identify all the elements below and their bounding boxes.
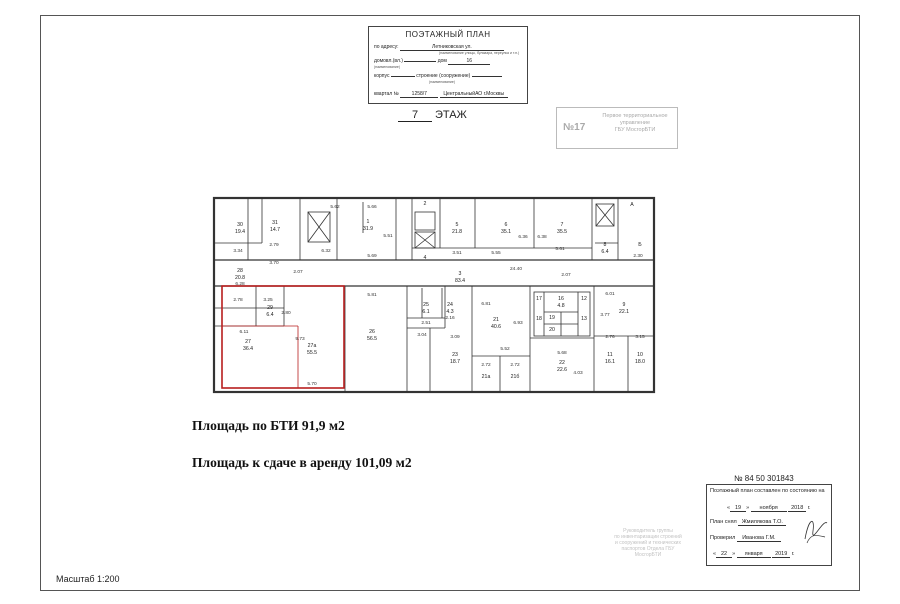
dim-label: 3.04 (417, 333, 427, 338)
room-6-id: 6 (504, 222, 508, 228)
dim-label: 6.81 (481, 302, 491, 307)
block-value: 1258/7 (400, 91, 438, 98)
dim-label: 3.51 (452, 251, 462, 256)
ghost-line: и сооружений и технических (615, 540, 681, 546)
room-19-id: 19 (549, 315, 555, 321)
house-note: (наименование) (374, 65, 400, 69)
dim-label: 6.32 (321, 249, 331, 254)
floor-word: ЭТАЖ (435, 109, 467, 121)
room-a-id: А (630, 202, 634, 208)
scale-label: Масштаб 1:200 (56, 574, 120, 584)
room-10-id: 10 (637, 352, 643, 358)
signature-scribble (803, 513, 829, 547)
dom-value: 16 (448, 58, 490, 65)
stamp-line: управление (619, 120, 651, 126)
cert-date-2: « 22 » января 2019 г. (713, 551, 795, 557)
dim-label: 6.01 (605, 292, 615, 297)
dim-label: 3.77 (600, 313, 610, 318)
room-8-area: 6.4 (601, 249, 609, 255)
dim-label: 6.93 (513, 321, 523, 326)
dim-label: 2.30 (633, 254, 643, 259)
room-11-area: 16.1 (604, 359, 616, 365)
dim-label: 3.15 (635, 335, 645, 340)
room-24-id: 24 (447, 302, 453, 308)
room-4-id: 4 (423, 255, 427, 261)
block-row (374, 91, 522, 99)
korpus-value (391, 76, 415, 77)
dim-label: 5.51 (383, 234, 393, 239)
cert-state-line: Поэтажный план составлен по состоянию на (710, 488, 825, 494)
cert-g-1: г. (807, 505, 811, 511)
room-18-id: 18 (536, 316, 542, 322)
block-label: квартал № (374, 91, 399, 97)
dim-label: 2.72 (510, 363, 520, 368)
room-28-id: 28 (237, 268, 243, 274)
room-25-area: 6.1 (422, 309, 430, 315)
room-16-id: 16 (558, 296, 564, 302)
document-number: № 84 50 301843 (734, 474, 794, 483)
address-note: (наименование улицы, бульвара, переулка и т.п.) (439, 51, 520, 55)
room-17-id: 17 (536, 296, 542, 302)
cert-made-label: План снял (710, 519, 737, 525)
dim-label: 24.40 (509, 267, 523, 272)
room-31-id: 31 (272, 220, 278, 226)
dim-label: 3.70 (269, 261, 279, 266)
building-label: строение (сооружение) (416, 73, 471, 79)
building-note: (наименование) (429, 80, 455, 84)
cert-day-2: 22 (716, 551, 732, 558)
dim-label: 2.07 (561, 273, 571, 278)
cert-checked-name: Иванова Г.М. (737, 535, 781, 542)
certificate-box (706, 484, 832, 566)
stamp-line: ГБУ МосгорБТИ (614, 127, 656, 133)
room-28-area: 20.8 (234, 275, 246, 281)
room-22-id: 22 (559, 360, 565, 366)
dim-label: 5.81 (367, 293, 377, 298)
room-21a-id: 21а (481, 374, 491, 380)
cert-checked-row (710, 535, 781, 542)
dim-label: 5.70 (307, 382, 317, 387)
floor-plan-drawing (200, 188, 660, 398)
room-3-id: 3 (458, 271, 462, 277)
dim-label: 5.55 (491, 251, 501, 256)
floor-plan-header (368, 26, 528, 104)
cert-month-2: января (737, 551, 771, 558)
cert-year-1: 2018 (788, 505, 806, 512)
room-2-id: 2 (423, 201, 427, 207)
floor-label (398, 109, 467, 122)
stamp-number: №17 (563, 122, 586, 133)
ghost-line: МосгорБТИ (634, 552, 662, 558)
dim-label: 5.68 (557, 351, 567, 356)
stair (415, 212, 435, 230)
stamp-line: Первое территориальное (602, 113, 668, 119)
room-b-id: Б (638, 242, 642, 248)
cert-date-1: « 19 » ноября 2018 г. (727, 505, 811, 511)
dim-label: 2.51 (421, 321, 431, 326)
room-5-id: 5 (455, 222, 459, 228)
room-1-area: 31.9 (362, 226, 374, 232)
cert-year-2: 2019 (772, 551, 790, 558)
dim-label: 6.38 (537, 235, 547, 240)
room-27-id: 27 (245, 339, 251, 345)
dim-label: 5.69 (367, 254, 377, 259)
rent-area: Площадь к сдаче в аренду 101,09 м2 (192, 455, 412, 470)
room-31-area: 14.7 (269, 227, 281, 233)
room-6-area: 35.1 (500, 229, 512, 235)
ghost-line: по инвентаризации строений (614, 534, 682, 540)
cert-made-name: Жмилякова Т.О. (738, 519, 786, 526)
house-value (404, 61, 436, 62)
room-30-id: 30 (237, 222, 243, 228)
room-10-area: 18.0 (634, 359, 646, 365)
bti-stamp (556, 107, 678, 149)
dim-label: 6.11 (239, 330, 249, 335)
building-value (472, 76, 502, 77)
cert-made-row (710, 519, 786, 526)
dim-label: 2.78 (233, 298, 243, 303)
house-label: домовл.(вл.) (374, 58, 403, 64)
room-24-area: 4.3 (446, 309, 454, 315)
room-25-id: 25 (423, 302, 429, 308)
dim-label: 6.28 (235, 282, 245, 287)
room-30-area: 19.4 (234, 229, 246, 235)
dim-label: 6.36 (518, 235, 528, 240)
dim-label: 2.79 (269, 243, 279, 248)
dim-label: 9.73 (295, 337, 305, 342)
room-11-id: 11 (607, 352, 613, 358)
dim-label: 2.16 (445, 316, 455, 321)
room-26-id: 26 (369, 329, 375, 335)
room-21-area: 40.6 (490, 324, 502, 330)
room-27a-area: 55.5 (306, 350, 318, 356)
address-value: Летниковская ул. (400, 44, 504, 51)
room-23-area: 18.7 (449, 359, 461, 365)
room-26-area: 56.5 (366, 336, 378, 342)
room-9-area: 22.1 (618, 309, 630, 315)
room-3-area: 83.4 (454, 278, 466, 284)
room-20-id: 20 (549, 327, 555, 333)
room-27-area: 36.4 (242, 346, 254, 352)
dim-label: 2.07 (293, 270, 303, 275)
dim-label: 5.66 (367, 205, 377, 210)
room-5-area: 21.8 (451, 229, 463, 235)
ghost-stamp (600, 528, 696, 558)
room-13-id: 13 (581, 316, 587, 322)
cert-day-1: 19 (730, 505, 746, 512)
dim-label: 3.34 (233, 249, 243, 254)
cert-g-2: г. (791, 551, 795, 557)
district-value: ЦентральныйАО г.Москвы (440, 91, 508, 98)
dim-label: 4.03 (573, 371, 583, 376)
room-27a-id: 27а (307, 343, 317, 349)
dim-label: 5.52 (500, 347, 510, 352)
ghost-line: паспортов Отдела ГБУ (621, 546, 675, 552)
room-21-id: 21 (493, 317, 499, 323)
cert-month-1: ноября (751, 505, 787, 512)
cert-checked-label: Проверил (710, 535, 736, 541)
dim-label: 5.61 (555, 247, 565, 252)
bti-area: Площадь по БТИ 91,9 м2 (192, 418, 345, 433)
room-29-id: 29 (267, 305, 273, 311)
room-16-area: 4.8 (557, 303, 565, 309)
room-23-id: 23 (452, 352, 458, 358)
ghost-line: Руководитель группы (623, 528, 673, 534)
room-8-id: 8 (603, 242, 607, 248)
korpus-label: корпус (374, 73, 390, 79)
dim-label: 3.25 (263, 298, 273, 303)
stamp-text (595, 113, 675, 134)
room-1-id: 1 (366, 219, 370, 225)
dim-label: 5.62 (330, 205, 340, 210)
room-29-area: 6.4 (266, 312, 274, 318)
room-22-area: 22.6 (556, 367, 568, 373)
dim-label: 2.76 (605, 335, 615, 340)
room-21b-id: 21б (510, 374, 520, 380)
plan-title: ПОЭТАЖНЫЙ ПЛАН (405, 30, 491, 39)
floor-number: 7 (398, 109, 432, 122)
dim-label: 2.72 (481, 363, 491, 368)
room-12-id: 12 (581, 296, 587, 302)
room-7-id: 7 (560, 222, 564, 228)
dim-label: 3.09 (450, 335, 460, 340)
room-7-area: 35.5 (556, 229, 568, 235)
dim-label: 2.80 (281, 311, 291, 316)
room-9-id: 9 (622, 302, 626, 308)
address-label: по адресу: (374, 44, 399, 50)
dom-label: дом (437, 58, 447, 64)
